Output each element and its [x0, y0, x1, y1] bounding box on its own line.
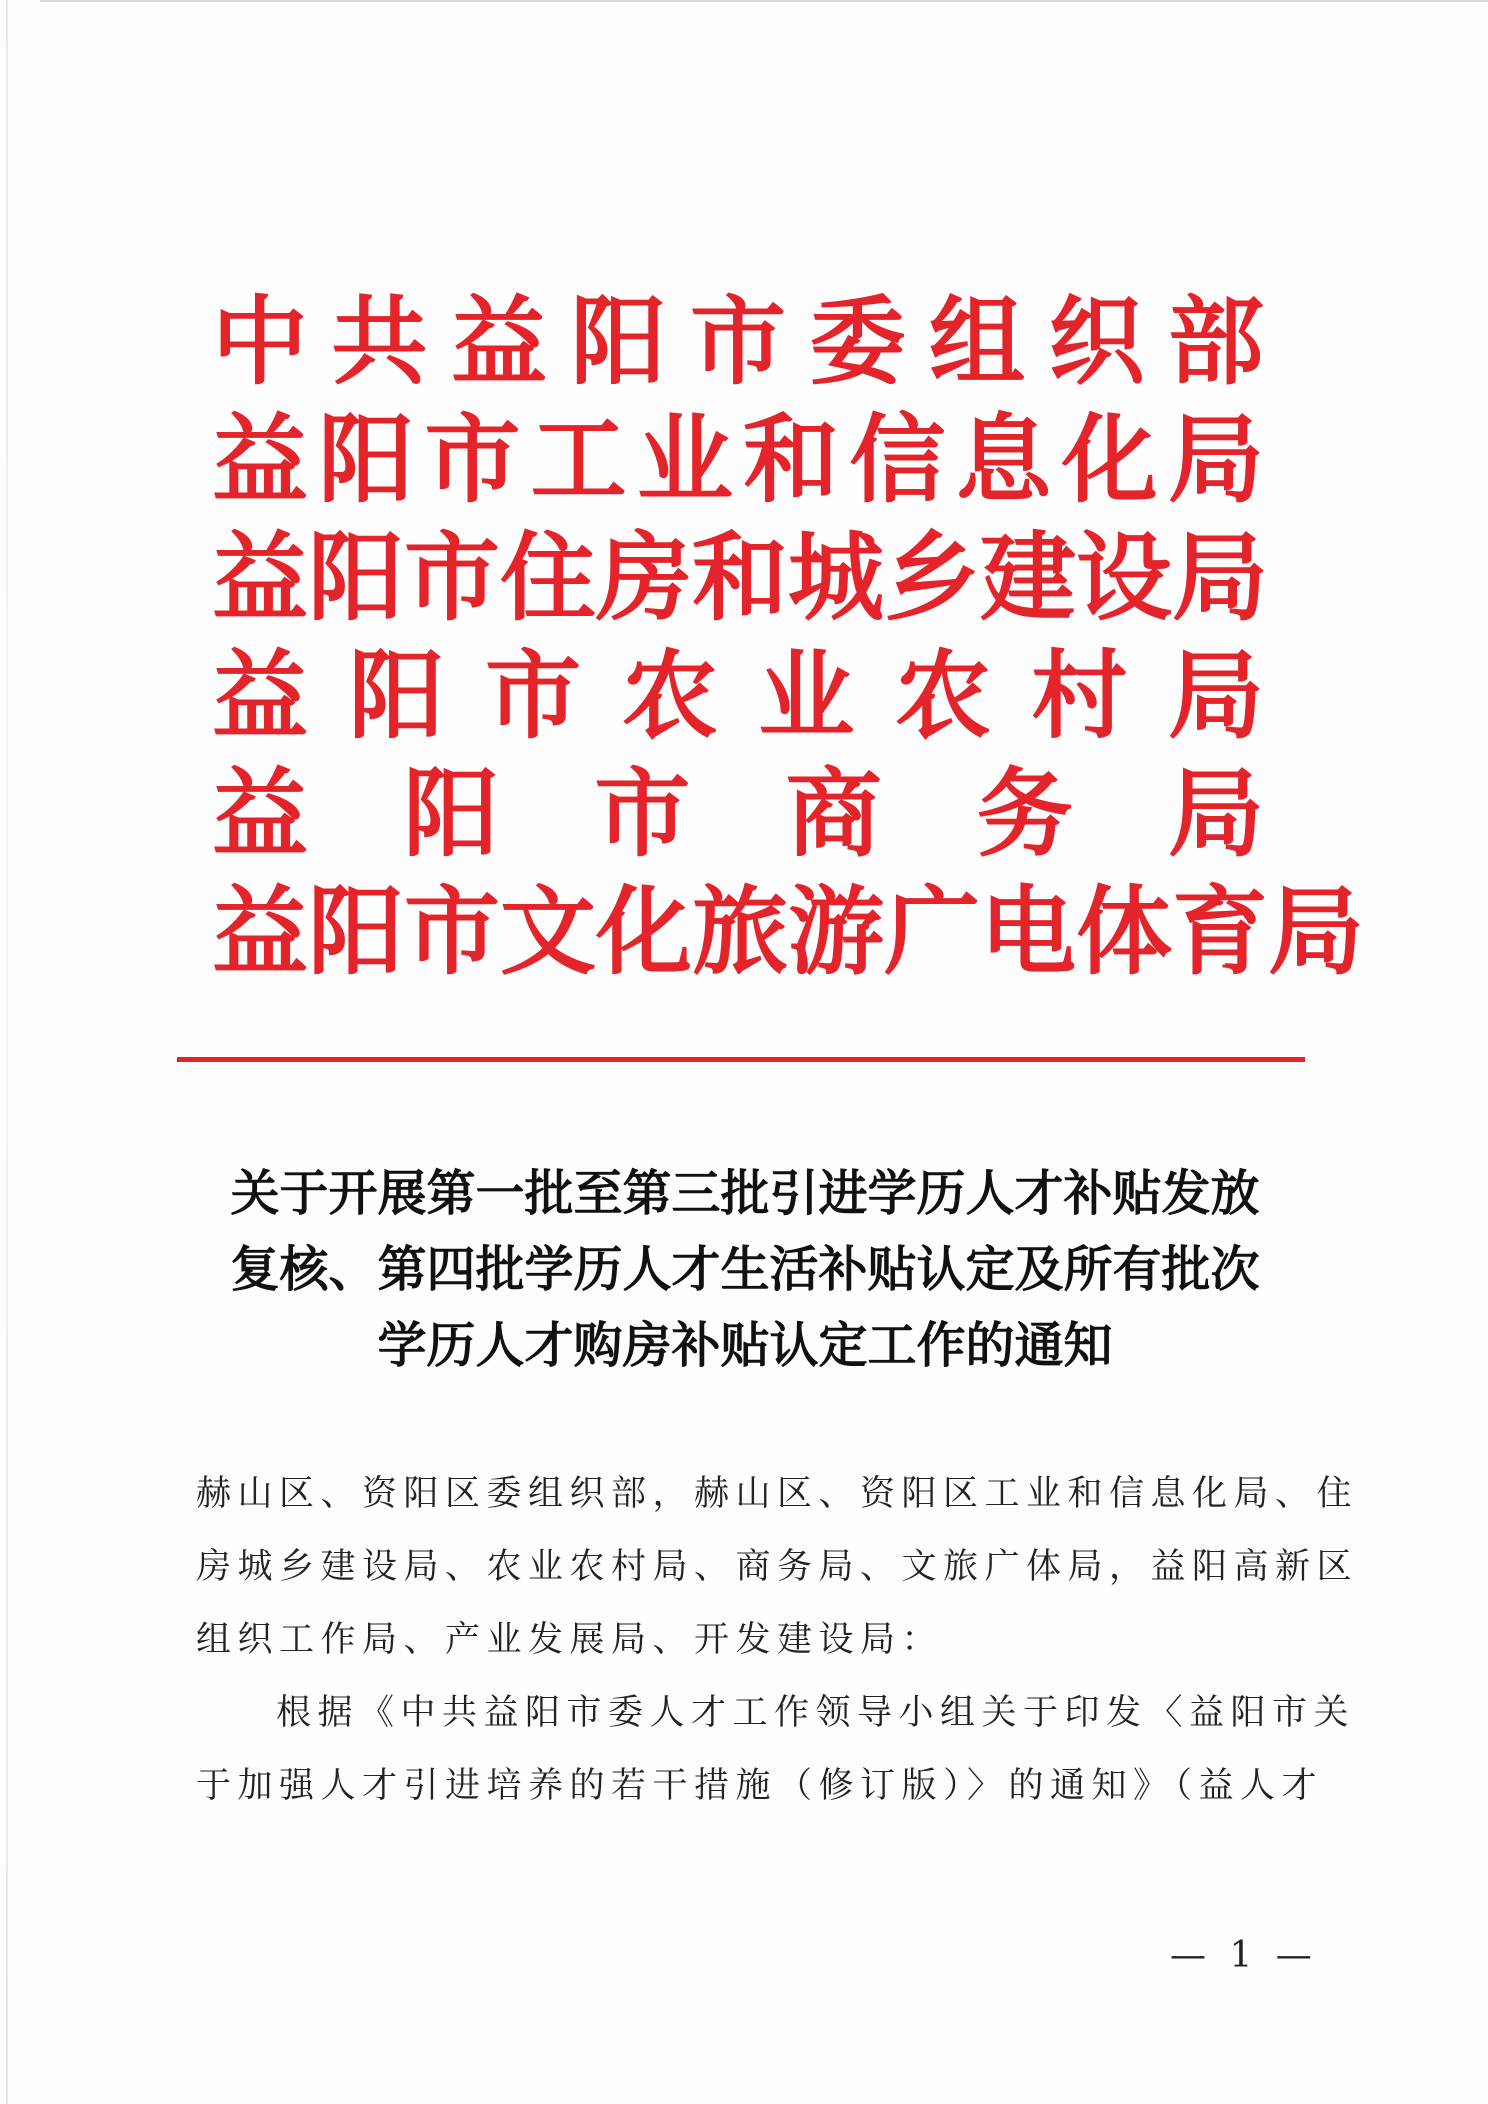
red-separator-line	[177, 1057, 1305, 1062]
masthead-char: 文	[500, 875, 596, 988]
title-line-3: 学历人才购房补贴认定工作的通知	[377, 1316, 1113, 1374]
masthead-char: 市	[690, 285, 786, 398]
masthead-char: 商	[785, 757, 882, 870]
masthead-char: 务	[976, 757, 1073, 870]
masthead-char: 益	[212, 639, 308, 752]
masthead-char: 局	[1167, 757, 1264, 870]
body-line: 赫山区、资阳区委组织部，赫山区、资阳区工业和信息化局、住	[196, 1474, 1359, 1514]
masthead-char: 阳	[348, 639, 445, 752]
masthead-char: 住	[500, 521, 596, 634]
masthead-char: 市	[485, 639, 582, 752]
masthead-line-commerce-bureau	[212, 755, 1264, 873]
masthead-char: 阳	[308, 521, 404, 634]
masthead-char: 阳	[318, 403, 415, 516]
masthead-char: 市	[404, 521, 500, 634]
document-title	[190, 1155, 1300, 1383]
masthead-char: 和	[743, 403, 840, 516]
masthead-char: 体	[1076, 875, 1172, 988]
masthead-char: 织	[1048, 285, 1145, 398]
page-number: — 1 —	[1170, 1935, 1318, 1976]
masthead-line-agriculture-bureau	[212, 637, 1264, 755]
masthead-char: 化	[1061, 403, 1158, 516]
masthead-char: 益	[212, 757, 308, 870]
title-line-2: 复核、第四批学历人才生活补贴认定及所有批次	[230, 1240, 1260, 1298]
scan-top-edge	[40, 0, 1488, 2]
masthead-char: 市	[424, 403, 521, 516]
body-line: 组织工作局、产业发展局、开发建设局：	[196, 1620, 944, 1660]
body-line: 根据《中共益阳市委人才工作领导小组关于印发〈益阳市关	[276, 1693, 1356, 1733]
masthead-char: 建	[980, 521, 1076, 634]
body-line: 于加强人才引进培养的若干措施（修订版）〉的通知》（益人才	[196, 1766, 1324, 1806]
body-line: 房城乡建设局、农业农村局、商务局、文旅广体局，益阳高新区	[196, 1547, 1359, 1587]
masthead-line-organization-department	[212, 283, 1264, 401]
masthead-char: 益	[451, 285, 547, 398]
masthead-char: 房	[596, 521, 692, 634]
masthead-char: 工	[530, 403, 627, 516]
masthead-char: 阳	[308, 875, 404, 988]
masthead-char: 农	[621, 639, 718, 752]
masthead-char: 村	[1031, 639, 1128, 752]
scan-edge	[6, 0, 8, 2104]
masthead-line-housing-construction-bureau	[212, 519, 1268, 637]
masthead-char: 局	[1167, 403, 1264, 516]
masthead-char: 委	[809, 285, 906, 398]
masthead-char: 市	[594, 757, 691, 870]
masthead-char: 益	[212, 875, 308, 988]
masthead-char: 城	[788, 521, 884, 634]
masthead-char: 局	[1167, 639, 1264, 752]
masthead-char: 中	[212, 285, 308, 398]
masthead-char: 益	[212, 403, 308, 516]
masthead-char: 益	[212, 521, 308, 634]
masthead-char: 游	[788, 875, 884, 988]
masthead-char: 业	[758, 639, 855, 752]
document-body	[196, 1458, 1359, 1823]
masthead-char: 和	[692, 521, 788, 634]
masthead-char: 乡	[884, 521, 980, 634]
masthead-char: 旅	[692, 875, 788, 988]
masthead-char: 信	[849, 403, 946, 516]
red-masthead	[212, 283, 1364, 991]
masthead-char: 息	[955, 403, 1052, 516]
masthead-char: 育	[1172, 875, 1268, 988]
masthead-char: 农	[894, 639, 991, 752]
masthead-char: 市	[404, 875, 500, 988]
masthead-char: 共	[331, 285, 428, 398]
masthead-char: 电	[980, 875, 1076, 988]
masthead-char: 局	[1268, 875, 1364, 988]
masthead-line-industry-information-bureau	[212, 401, 1264, 519]
masthead-char: 局	[1172, 521, 1268, 634]
masthead-char: 阳	[403, 757, 500, 870]
masthead-char: 业	[636, 403, 733, 516]
masthead-line-culture-tourism-bureau	[212, 873, 1364, 991]
title-line-1: 关于开展第一批至第三批引进学历人才补贴发放	[230, 1164, 1260, 1222]
masthead-char: 化	[596, 875, 692, 988]
masthead-char: 组	[929, 285, 1025, 398]
masthead-char: 广	[884, 875, 980, 988]
masthead-char: 部	[1168, 285, 1264, 398]
masthead-char: 阳	[570, 285, 667, 398]
masthead-char: 设	[1076, 521, 1172, 634]
